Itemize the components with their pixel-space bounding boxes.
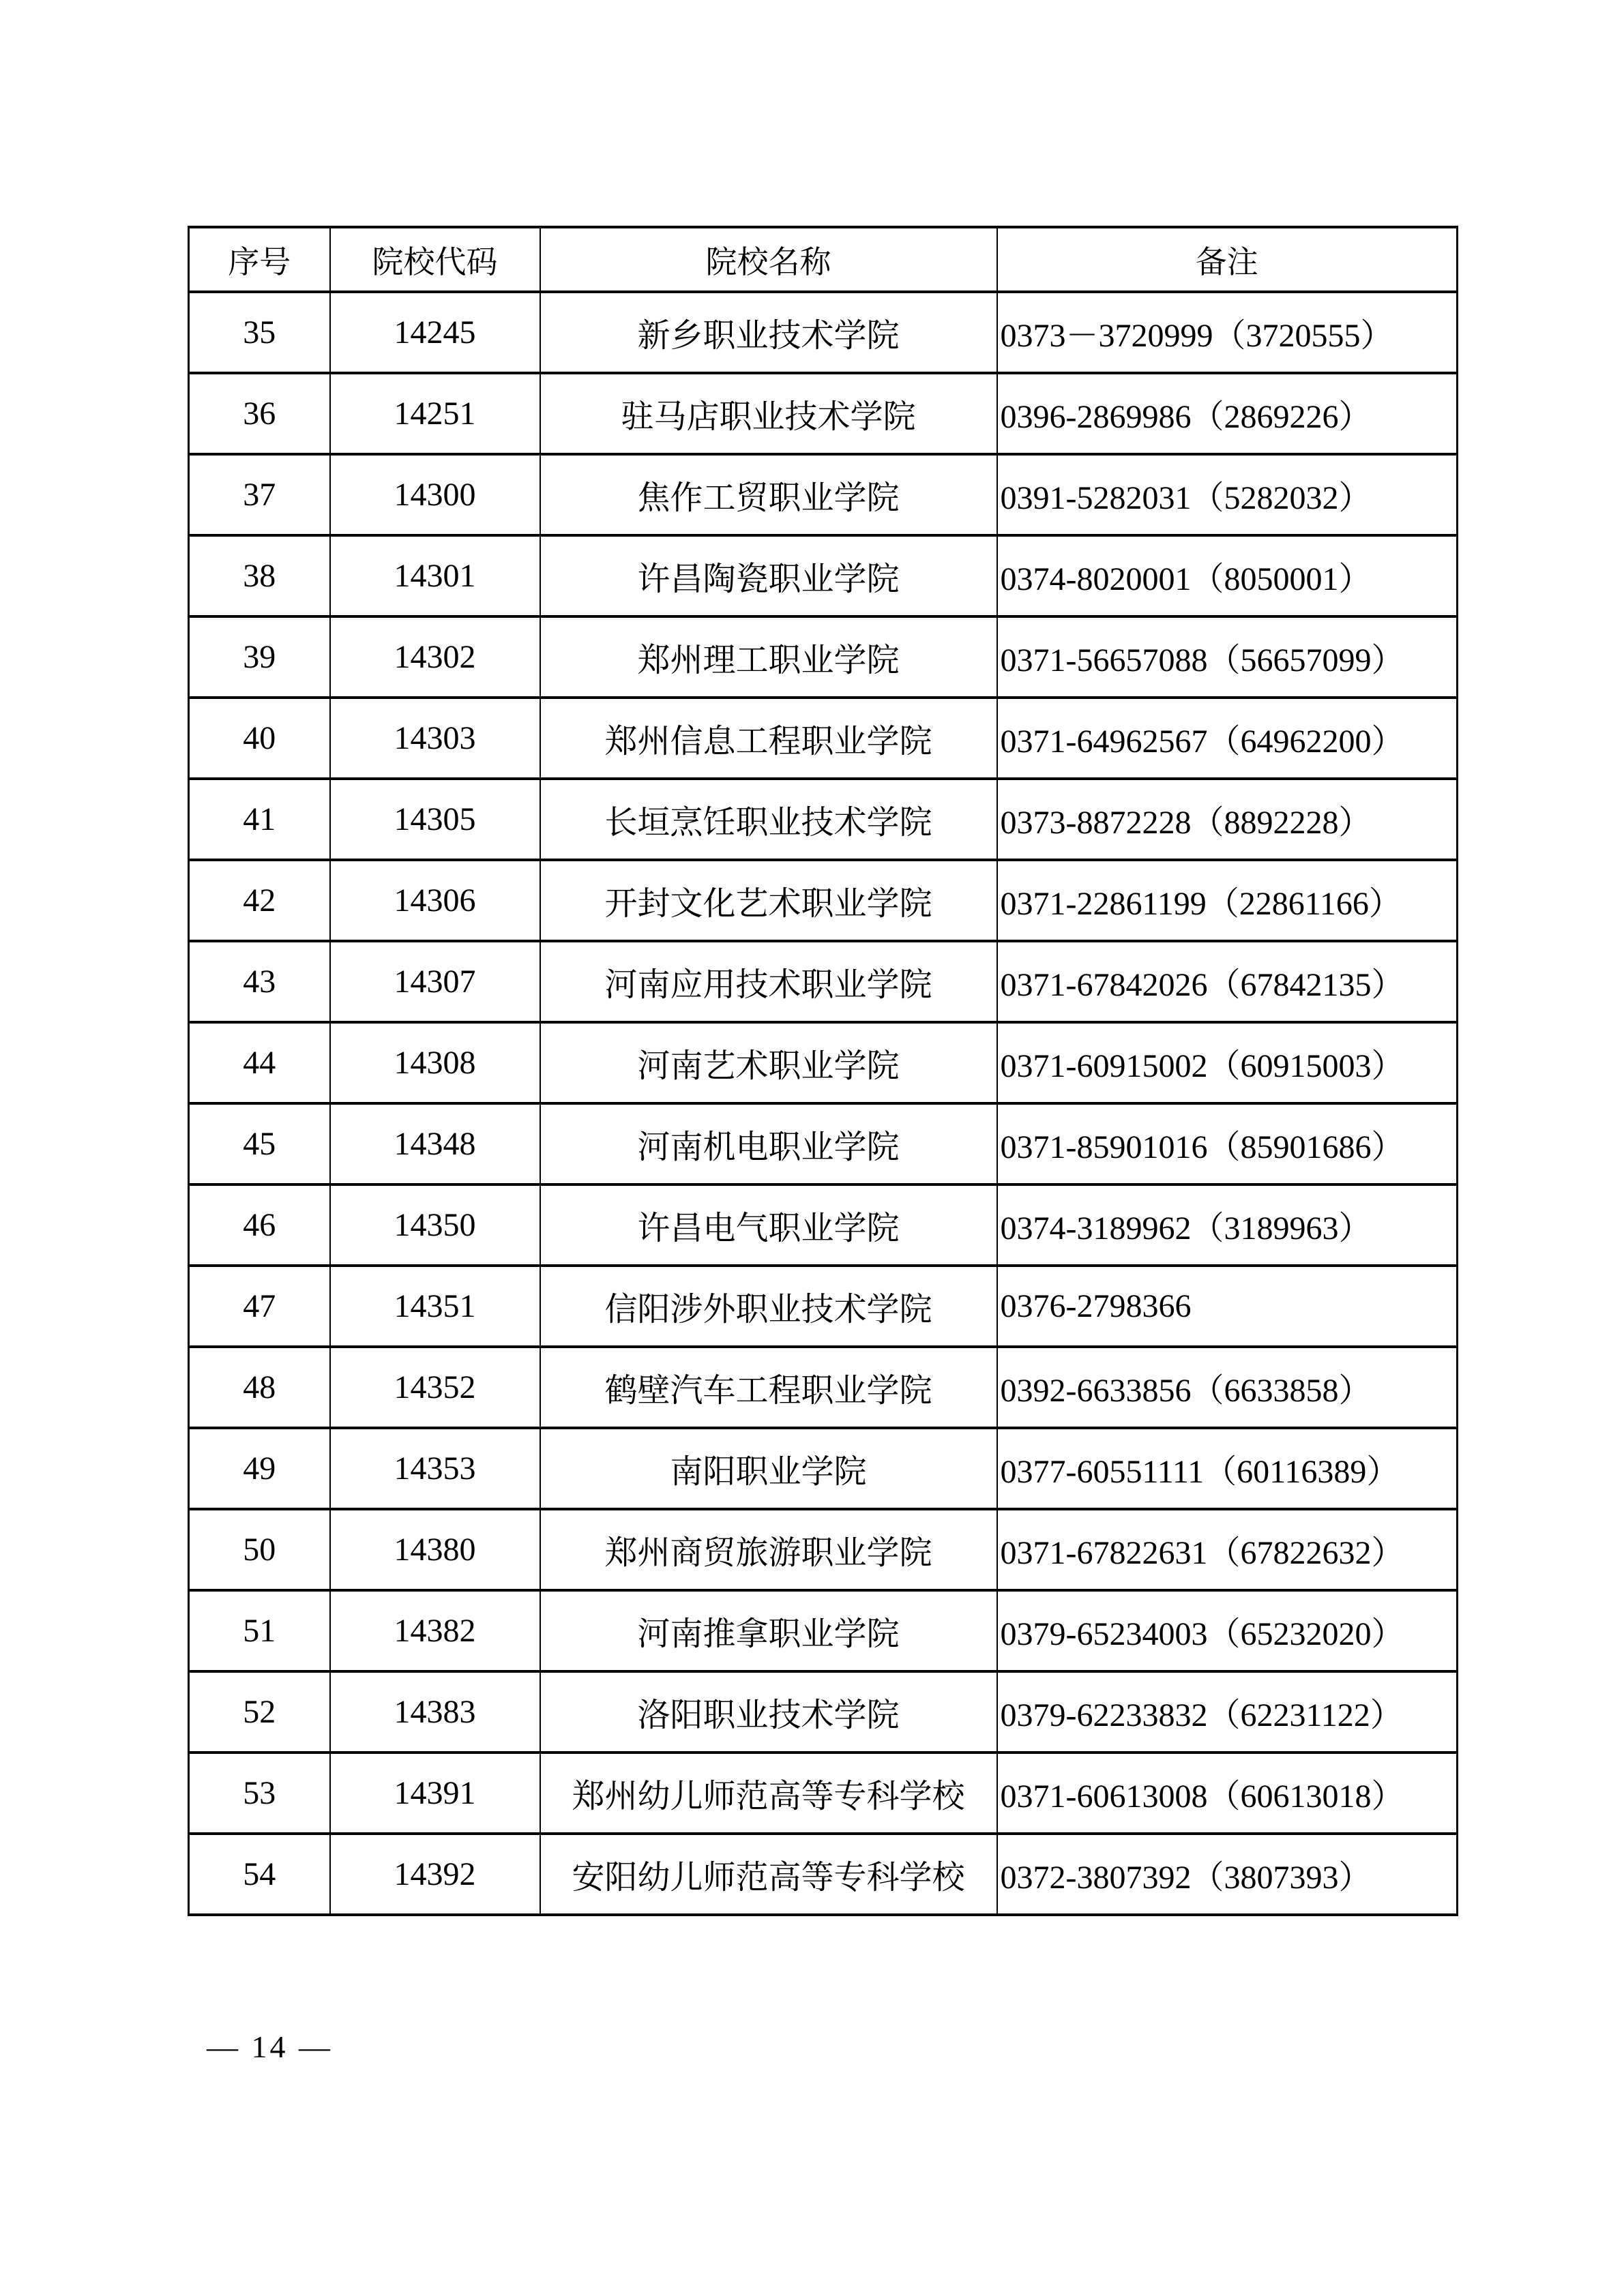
table-header-row xyxy=(189,227,1458,292)
row-remark: 0379-62233832（62231122） xyxy=(997,1671,1458,1753)
row-institution-code: 14306 xyxy=(330,860,540,941)
row-remark: 0374-8020001（8050001） xyxy=(997,535,1458,616)
row-serial-number: 43 xyxy=(189,941,330,1022)
row-remark: 0391-5282031（5282032） xyxy=(997,454,1458,535)
row-institution-code: 14352 xyxy=(330,1347,540,1428)
table-row xyxy=(189,1428,1458,1509)
row-institution-name: 洛阳职业技术学院 xyxy=(540,1671,997,1753)
row-serial-number: 35 xyxy=(189,292,330,373)
row-institution-code: 14302 xyxy=(330,616,540,698)
row-institution-code: 14353 xyxy=(330,1428,540,1509)
table-row xyxy=(189,1022,1458,1103)
row-serial-number: 53 xyxy=(189,1753,330,1834)
row-remark: 0379-65234003（65232020） xyxy=(997,1590,1458,1671)
row-serial-number: 50 xyxy=(189,1509,330,1590)
row-serial-number: 44 xyxy=(189,1022,330,1103)
table-row xyxy=(189,860,1458,941)
row-remark: 0371-60915002（60915003） xyxy=(997,1022,1458,1103)
table-row xyxy=(189,941,1458,1022)
row-institution-name: 新乡职业技术学院 xyxy=(540,292,997,373)
table-row xyxy=(189,616,1458,698)
table-row xyxy=(189,1753,1458,1834)
header-institution-name: 院校名称 xyxy=(540,227,997,292)
row-institution-code: 14351 xyxy=(330,1266,540,1347)
table-row xyxy=(189,1266,1458,1347)
row-serial-number: 37 xyxy=(189,454,330,535)
table-row xyxy=(189,779,1458,860)
row-remark: 0371-56657088（56657099） xyxy=(997,616,1458,698)
header-institution-code: 院校代码 xyxy=(330,227,540,292)
row-institution-code: 14392 xyxy=(330,1834,540,1915)
row-institution-code: 14391 xyxy=(330,1753,540,1834)
row-institution-name: 安阳幼儿师范高等专科学校 xyxy=(540,1834,997,1915)
row-serial-number: 46 xyxy=(189,1184,330,1266)
row-institution-name: 信阳涉外职业技术学院 xyxy=(540,1266,997,1347)
row-institution-code: 14251 xyxy=(330,373,540,454)
row-institution-name: 河南机电职业学院 xyxy=(540,1103,997,1184)
row-institution-name: 许昌陶瓷职业学院 xyxy=(540,535,997,616)
table-row xyxy=(189,373,1458,454)
table-row xyxy=(189,1509,1458,1590)
row-institution-code: 14305 xyxy=(330,779,540,860)
row-institution-code: 14382 xyxy=(330,1590,540,1671)
row-remark: 0371-60613008（60613018） xyxy=(997,1753,1458,1834)
row-remark: 0371-67842026（67842135） xyxy=(997,941,1458,1022)
row-institution-code: 14380 xyxy=(330,1509,540,1590)
table-row xyxy=(189,1347,1458,1428)
table-row xyxy=(189,1103,1458,1184)
row-serial-number: 51 xyxy=(189,1590,330,1671)
row-institution-name: 河南推拿职业学院 xyxy=(540,1590,997,1671)
row-remark: 0376-2798366 xyxy=(997,1266,1458,1347)
row-institution-code: 14300 xyxy=(330,454,540,535)
row-institution-name: 驻马店职业技术学院 xyxy=(540,373,997,454)
table-row xyxy=(189,698,1458,779)
row-remark: 0371-85901016（85901686） xyxy=(997,1103,1458,1184)
row-serial-number: 52 xyxy=(189,1671,330,1753)
page-number: — 14 — xyxy=(207,2029,333,2064)
row-serial-number: 38 xyxy=(189,535,330,616)
row-remark: 0377-60551111（60116389） xyxy=(997,1428,1458,1509)
row-institution-name: 郑州信息工程职业学院 xyxy=(540,698,997,779)
row-serial-number: 49 xyxy=(189,1428,330,1509)
row-institution-name: 开封文化艺术职业学院 xyxy=(540,860,997,941)
row-institution-code: 14348 xyxy=(330,1103,540,1184)
row-serial-number: 45 xyxy=(189,1103,330,1184)
row-institution-name: 河南应用技术职业学院 xyxy=(540,941,997,1022)
row-serial-number: 41 xyxy=(189,779,330,860)
row-institution-code: 14383 xyxy=(330,1671,540,1753)
row-institution-code: 14245 xyxy=(330,292,540,373)
header-remark: 备注 xyxy=(997,227,1458,292)
row-remark: 0374-3189962（3189963） xyxy=(997,1184,1458,1266)
row-remark: 0396-2869986（2869226） xyxy=(997,373,1458,454)
row-institution-code: 14307 xyxy=(330,941,540,1022)
table-row xyxy=(189,1834,1458,1915)
row-institution-name: 许昌电气职业学院 xyxy=(540,1184,997,1266)
row-institution-code: 14301 xyxy=(330,535,540,616)
row-institution-name: 长垣烹饪职业技术学院 xyxy=(540,779,997,860)
row-serial-number: 42 xyxy=(189,860,330,941)
row-institution-name: 郑州商贸旅游职业学院 xyxy=(540,1509,997,1590)
institution-table-body xyxy=(189,292,1458,1915)
header-serial-number: 序号 xyxy=(189,227,330,292)
row-institution-code: 14350 xyxy=(330,1184,540,1266)
row-institution-name: 郑州幼儿师范高等专科学校 xyxy=(540,1753,997,1834)
row-institution-name: 河南艺术职业学院 xyxy=(540,1022,997,1103)
institution-table xyxy=(188,226,1458,1916)
table-row xyxy=(189,535,1458,616)
row-institution-name: 焦作工贸职业学院 xyxy=(540,454,997,535)
row-remark: 0392-6633856（6633858） xyxy=(997,1347,1458,1428)
row-serial-number: 54 xyxy=(189,1834,330,1915)
row-institution-code: 14303 xyxy=(330,698,540,779)
table-row xyxy=(189,1671,1458,1753)
table-row xyxy=(189,1590,1458,1671)
row-remark: 0371-64962567（64962200） xyxy=(997,698,1458,779)
row-remark: 0373－3720999（3720555） xyxy=(997,292,1458,373)
row-remark: 0371-67822631（67822632） xyxy=(997,1509,1458,1590)
row-institution-name: 郑州理工职业学院 xyxy=(540,616,997,698)
row-serial-number: 48 xyxy=(189,1347,330,1428)
row-remark: 0371-22861199（22861166） xyxy=(997,860,1458,941)
table-row xyxy=(189,1184,1458,1266)
row-institution-code: 14308 xyxy=(330,1022,540,1103)
row-remark: 0372-3807392（3807393） xyxy=(997,1834,1458,1915)
row-institution-name: 南阳职业学院 xyxy=(540,1428,997,1509)
row-serial-number: 39 xyxy=(189,616,330,698)
row-institution-name: 鹤壁汽车工程职业学院 xyxy=(540,1347,997,1428)
row-serial-number: 36 xyxy=(189,373,330,454)
row-serial-number: 40 xyxy=(189,698,330,779)
table-row xyxy=(189,292,1458,373)
table-row xyxy=(189,454,1458,535)
row-remark: 0373-8872228（8892228） xyxy=(997,779,1458,860)
row-serial-number: 47 xyxy=(189,1266,330,1347)
